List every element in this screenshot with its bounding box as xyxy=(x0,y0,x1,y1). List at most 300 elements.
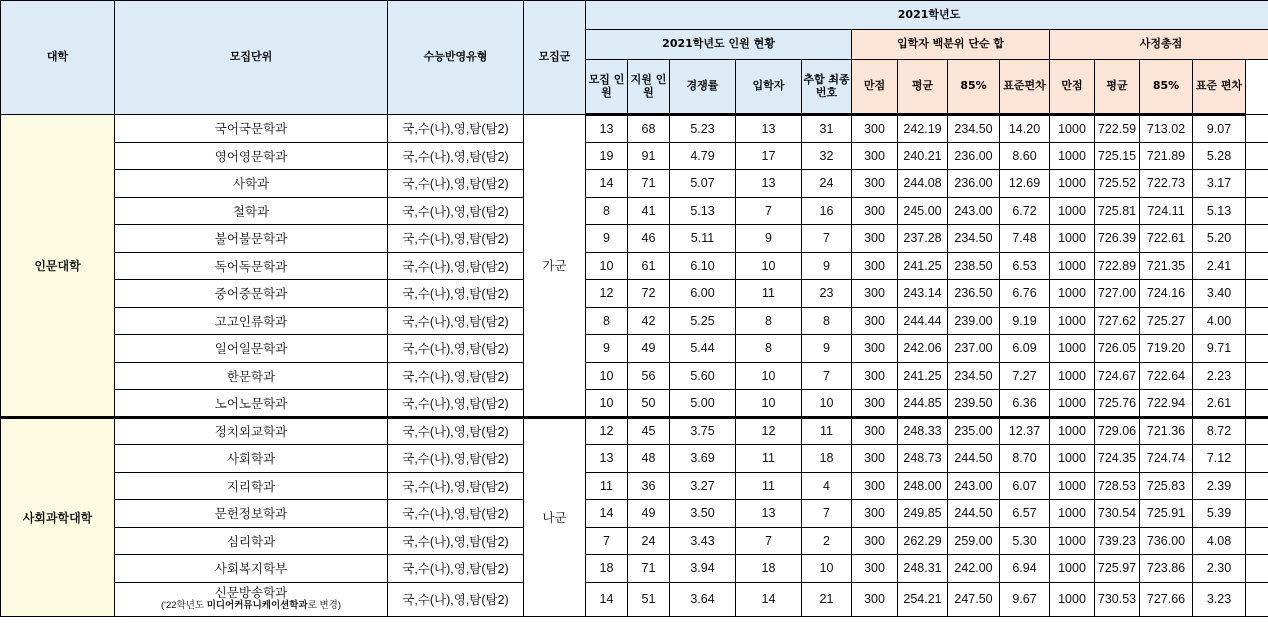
recruit-cell: 7 xyxy=(586,527,628,555)
85-percent-1-cell: 236.50 xyxy=(948,280,1000,308)
85-percent-2-cell: 722.61 xyxy=(1140,225,1193,253)
85-percent-1-cell: 237.00 xyxy=(948,335,1000,363)
average-2-cell: 722.59 xyxy=(1095,115,1140,143)
std-dev-1-cell: 6.94 xyxy=(1000,555,1050,583)
85-percent-2-cell: 722.94 xyxy=(1140,390,1193,418)
85-percent-2-cell: 725.27 xyxy=(1140,307,1193,335)
table-row xyxy=(1,527,1268,555)
85-percent-1-cell: 234.50 xyxy=(948,225,1000,253)
header-std-dev-1: 표준편차 xyxy=(1000,60,1050,115)
waitlist-cell: 10 xyxy=(802,555,852,583)
average-1-cell: 248.31 xyxy=(898,555,948,583)
empty-edge-cell xyxy=(1246,362,1268,390)
csat-type-cell: 국,수(나),영,탐(탐2) xyxy=(388,225,524,253)
average-2-cell: 724.67 xyxy=(1095,362,1140,390)
admitted-cell: 11 xyxy=(736,472,802,500)
full-score-1-cell: 300 xyxy=(852,197,898,225)
unit-note-prefix: ('22학년도 xyxy=(160,599,207,611)
full-score-2-cell: 1000 xyxy=(1050,500,1095,528)
average-1-cell: 241.25 xyxy=(898,362,948,390)
admitted-cell: 10 xyxy=(736,362,802,390)
full-score-1-cell: 300 xyxy=(852,362,898,390)
std-dev-2-cell: 9.71 xyxy=(1193,335,1246,363)
average-1-cell: 248.33 xyxy=(898,417,948,445)
applicants-cell: 46 xyxy=(628,225,670,253)
ratio-cell: 5.13 xyxy=(670,197,736,225)
recruit-cell: 18 xyxy=(586,555,628,583)
ratio-cell: 5.00 xyxy=(670,390,736,418)
csat-type-cell: 국,수(나),영,탐(탐2) xyxy=(388,362,524,390)
full-score-2-cell: 1000 xyxy=(1050,417,1095,445)
85-percent-2-cell: 721.35 xyxy=(1140,252,1193,280)
85-percent-1-cell: 239.00 xyxy=(948,307,1000,335)
unit-cell: 중어중문학과 xyxy=(115,280,388,308)
table-row xyxy=(1,225,1268,253)
average-2-cell: 727.00 xyxy=(1095,280,1140,308)
empty-edge-cell xyxy=(1246,582,1268,616)
std-dev-1-cell: 6.76 xyxy=(1000,280,1050,308)
unit-cell: 일어일문학과 xyxy=(115,335,388,363)
recruit-cell: 11 xyxy=(586,472,628,500)
average-1-cell: 248.00 xyxy=(898,472,948,500)
ratio-cell: 5.25 xyxy=(670,307,736,335)
full-score-2-cell: 1000 xyxy=(1050,362,1095,390)
empty-edge-cell xyxy=(1246,335,1268,363)
table-body xyxy=(1,115,1268,617)
std-dev-1-cell: 7.48 xyxy=(1000,225,1050,253)
std-dev-2-cell: 5.13 xyxy=(1193,197,1246,225)
average-2-cell: 725.76 xyxy=(1095,390,1140,418)
table-row xyxy=(1,445,1268,473)
unit-cell: 사회복지학부 xyxy=(115,555,388,583)
applicants-cell: 49 xyxy=(628,335,670,363)
full-score-1-cell: 300 xyxy=(852,445,898,473)
empty-edge-cell xyxy=(1246,445,1268,473)
csat-type-cell: 국,수(나),영,탐(탐2) xyxy=(388,280,524,308)
header-college: 대학 xyxy=(1,1,115,115)
waitlist-cell: 24 xyxy=(802,170,852,198)
85-percent-2-cell: 721.36 xyxy=(1140,417,1193,445)
admitted-cell: 11 xyxy=(736,445,802,473)
full-score-1-cell: 300 xyxy=(852,307,898,335)
full-score-2-cell: 1000 xyxy=(1050,527,1095,555)
std-dev-1-cell: 6.53 xyxy=(1000,252,1050,280)
full-score-2-cell: 1000 xyxy=(1050,445,1095,473)
ratio-cell: 5.60 xyxy=(670,362,736,390)
applicants-cell: 91 xyxy=(628,142,670,170)
empty-edge-cell xyxy=(1246,527,1268,555)
header-status-group: 2021학년도 인원 현황 xyxy=(586,30,852,60)
applicants-cell: 24 xyxy=(628,527,670,555)
header-score-group: 입학자 백분위 단순 합 xyxy=(852,30,1050,60)
85-percent-1-cell: 247.50 xyxy=(948,582,1000,616)
ratio-cell: 5.07 xyxy=(670,170,736,198)
85-percent-1-cell: 242.00 xyxy=(948,555,1000,583)
85-percent-1-cell: 259.00 xyxy=(948,527,1000,555)
recruit-cell: 12 xyxy=(586,417,628,445)
average-1-cell: 242.06 xyxy=(898,335,948,363)
table-row xyxy=(1,582,1268,616)
csat-type-cell: 국,수(나),영,탐(탐2) xyxy=(388,527,524,555)
waitlist-cell: 10 xyxy=(802,390,852,418)
empty-edge-cell xyxy=(1246,142,1268,170)
std-dev-2-cell: 9.07 xyxy=(1193,115,1246,143)
applicants-cell: 68 xyxy=(628,115,670,143)
admitted-cell: 17 xyxy=(736,142,802,170)
recruit-cell: 12 xyxy=(586,280,628,308)
admitted-cell: 7 xyxy=(736,527,802,555)
csat-type-cell: 국,수(나),영,탐(탐2) xyxy=(388,142,524,170)
admitted-cell: 13 xyxy=(736,500,802,528)
empty-edge-cell xyxy=(1246,197,1268,225)
applicants-cell: 45 xyxy=(628,417,670,445)
admitted-cell: 8 xyxy=(736,307,802,335)
average-2-cell: 728.53 xyxy=(1095,472,1140,500)
85-percent-2-cell: 725.83 xyxy=(1140,472,1193,500)
applicants-cell: 42 xyxy=(628,307,670,335)
unit-cell: 정치외교학과 xyxy=(115,417,388,445)
unit-cell: 고고인류학과 xyxy=(115,307,388,335)
admitted-cell: 14 xyxy=(736,582,802,616)
ratio-cell: 3.94 xyxy=(670,555,736,583)
ratio-cell: 6.00 xyxy=(670,280,736,308)
table-row xyxy=(1,500,1268,528)
average-1-cell: 242.19 xyxy=(898,115,948,143)
recruit-cell: 10 xyxy=(586,362,628,390)
full-score-2-cell: 1000 xyxy=(1050,555,1095,583)
std-dev-1-cell: 12.37 xyxy=(1000,417,1050,445)
empty-edge-cell xyxy=(1246,472,1268,500)
unit-note-suffix: 로 변경) xyxy=(307,599,341,611)
college-cell: 사회과학대학 xyxy=(1,417,115,616)
std-dev-2-cell: 4.08 xyxy=(1193,527,1246,555)
table-header xyxy=(1,1,1268,115)
std-dev-2-cell: 4.00 xyxy=(1193,307,1246,335)
full-score-2-cell: 1000 xyxy=(1050,280,1095,308)
average-1-cell: 244.08 xyxy=(898,170,948,198)
header-recruit: 모집 인원 xyxy=(586,60,628,115)
std-dev-1-cell: 6.09 xyxy=(1000,335,1050,363)
std-dev-1-cell: 6.36 xyxy=(1000,390,1050,418)
full-score-1-cell: 300 xyxy=(852,225,898,253)
85-percent-1-cell: 234.50 xyxy=(948,362,1000,390)
average-1-cell: 240.21 xyxy=(898,142,948,170)
average-1-cell: 262.29 xyxy=(898,527,948,555)
std-dev-2-cell: 3.17 xyxy=(1193,170,1246,198)
85-percent-2-cell: 722.64 xyxy=(1140,362,1193,390)
admitted-cell: 9 xyxy=(736,225,802,253)
empty-edge-cell xyxy=(1246,390,1268,418)
unit-note-new-name: 미디어커뮤니케이션학과 xyxy=(206,599,308,611)
recruit-cell: 10 xyxy=(586,252,628,280)
full-score-1-cell: 300 xyxy=(852,472,898,500)
85-percent-1-cell: 235.00 xyxy=(948,417,1000,445)
85-percent-1-cell: 244.50 xyxy=(948,500,1000,528)
85-percent-2-cell: 724.74 xyxy=(1140,445,1193,473)
full-score-1-cell: 300 xyxy=(852,500,898,528)
table-row xyxy=(1,390,1268,418)
unit-cell: 철학과 xyxy=(115,197,388,225)
average-2-cell: 739.23 xyxy=(1095,527,1140,555)
full-score-2-cell: 1000 xyxy=(1050,582,1095,616)
empty-edge-cell xyxy=(1246,115,1268,143)
average-2-cell: 727.62 xyxy=(1095,307,1140,335)
std-dev-1-cell: 8.60 xyxy=(1000,142,1050,170)
csat-type-cell: 국,수(나),영,탐(탐2) xyxy=(388,445,524,473)
waitlist-cell: 23 xyxy=(802,280,852,308)
empty-edge-cell xyxy=(1246,417,1268,445)
full-score-1-cell: 300 xyxy=(852,582,898,616)
85-percent-2-cell: 719.20 xyxy=(1140,335,1193,363)
85-percent-1-cell: 238.50 xyxy=(948,252,1000,280)
unit-cell xyxy=(115,582,388,616)
full-score-1-cell: 300 xyxy=(852,417,898,445)
header-std-dev-2: 표준 편차 xyxy=(1193,60,1246,115)
waitlist-cell: 7 xyxy=(802,500,852,528)
std-dev-2-cell: 2.61 xyxy=(1193,390,1246,418)
csat-type-cell: 국,수(나),영,탐(탐2) xyxy=(388,472,524,500)
applicants-cell: 71 xyxy=(628,555,670,583)
85-percent-2-cell: 736.00 xyxy=(1140,527,1193,555)
average-1-cell: 244.85 xyxy=(898,390,948,418)
average-1-cell: 241.25 xyxy=(898,252,948,280)
std-dev-2-cell: 5.28 xyxy=(1193,142,1246,170)
ratio-cell: 3.75 xyxy=(670,417,736,445)
table-row xyxy=(1,362,1268,390)
ratio-cell: 6.10 xyxy=(670,252,736,280)
std-dev-2-cell: 5.39 xyxy=(1193,500,1246,528)
table-row xyxy=(1,307,1268,335)
unit-cell: 지리학과 xyxy=(115,472,388,500)
unit-cell: 노어노문학과 xyxy=(115,390,388,418)
full-score-2-cell: 1000 xyxy=(1050,115,1095,143)
empty-edge-cell xyxy=(1246,307,1268,335)
full-score-2-cell: 1000 xyxy=(1050,335,1095,363)
full-score-1-cell: 300 xyxy=(852,142,898,170)
csat-type-cell: 국,수(나),영,탐(탐2) xyxy=(388,555,524,583)
85-percent-2-cell: 723.86 xyxy=(1140,555,1193,583)
ratio-cell: 3.27 xyxy=(670,472,736,500)
std-dev-1-cell: 6.72 xyxy=(1000,197,1050,225)
85-percent-1-cell: 236.00 xyxy=(948,170,1000,198)
csat-type-cell: 국,수(나),영,탐(탐2) xyxy=(388,197,524,225)
header-csat-type: 수능반영유형 xyxy=(388,1,524,115)
header-waitlist: 추합 최종 번호 xyxy=(802,60,852,115)
full-score-1-cell: 300 xyxy=(852,555,898,583)
empty-edge-cell xyxy=(1246,555,1268,583)
admitted-cell: 11 xyxy=(736,280,802,308)
std-dev-2-cell: 2.30 xyxy=(1193,555,1246,583)
recruit-cell: 14 xyxy=(586,582,628,616)
average-2-cell: 726.05 xyxy=(1095,335,1140,363)
average-2-cell: 725.15 xyxy=(1095,142,1140,170)
85-percent-2-cell: 721.89 xyxy=(1140,142,1193,170)
empty-edge-cell xyxy=(1246,225,1268,253)
header-admitted: 입학자 xyxy=(736,60,802,115)
unit-cell: 한문학과 xyxy=(115,362,388,390)
85-percent-2-cell: 724.11 xyxy=(1140,197,1193,225)
recruit-cell: 8 xyxy=(586,197,628,225)
std-dev-1-cell: 6.07 xyxy=(1000,472,1050,500)
full-score-2-cell: 1000 xyxy=(1050,170,1095,198)
applicants-cell: 41 xyxy=(628,197,670,225)
header-unit: 모집단위 xyxy=(115,1,388,115)
admitted-cell: 8 xyxy=(736,335,802,363)
applicants-cell: 48 xyxy=(628,445,670,473)
average-2-cell: 729.06 xyxy=(1095,417,1140,445)
unit-cell: 독어독문학과 xyxy=(115,252,388,280)
full-score-2-cell: 1000 xyxy=(1050,252,1095,280)
table-row xyxy=(1,417,1268,445)
header-ratio: 경쟁률 xyxy=(670,60,736,115)
admitted-cell: 7 xyxy=(736,197,802,225)
applicants-cell: 49 xyxy=(628,500,670,528)
table-row xyxy=(1,472,1268,500)
std-dev-2-cell: 2.23 xyxy=(1193,362,1246,390)
full-score-2-cell: 1000 xyxy=(1050,307,1095,335)
header-85-percent-2: 85% xyxy=(1140,60,1193,115)
table-row xyxy=(1,170,1268,198)
average-2-cell: 722.89 xyxy=(1095,252,1140,280)
average-1-cell: 237.28 xyxy=(898,225,948,253)
std-dev-1-cell: 5.30 xyxy=(1000,527,1050,555)
std-dev-2-cell: 3.40 xyxy=(1193,280,1246,308)
std-dev-1-cell: 8.70 xyxy=(1000,445,1050,473)
waitlist-cell: 11 xyxy=(802,417,852,445)
average-2-cell: 730.53 xyxy=(1095,582,1140,616)
admitted-cell: 18 xyxy=(736,555,802,583)
85-percent-2-cell: 725.91 xyxy=(1140,500,1193,528)
header-year: 2021학년도 xyxy=(586,1,1268,30)
85-percent-2-cell: 713.02 xyxy=(1140,115,1193,143)
ratio-cell: 5.11 xyxy=(670,225,736,253)
unit-cell: 불어불문학과 xyxy=(115,225,388,253)
empty-edge-cell xyxy=(1246,170,1268,198)
std-dev-2-cell: 2.41 xyxy=(1193,252,1246,280)
empty-edge-cell xyxy=(1246,252,1268,280)
recruit-cell: 13 xyxy=(586,445,628,473)
applicants-cell: 56 xyxy=(628,362,670,390)
average-2-cell: 724.35 xyxy=(1095,445,1140,473)
recruit-cell: 8 xyxy=(586,307,628,335)
csat-type-cell: 국,수(나),영,탐(탐2) xyxy=(388,307,524,335)
unit-cell: 사회학과 xyxy=(115,445,388,473)
full-score-2-cell: 1000 xyxy=(1050,390,1095,418)
85-percent-1-cell: 243.00 xyxy=(948,472,1000,500)
average-2-cell: 725.52 xyxy=(1095,170,1140,198)
std-dev-1-cell: 7.27 xyxy=(1000,362,1050,390)
std-dev-2-cell: 7.12 xyxy=(1193,445,1246,473)
admitted-cell: 10 xyxy=(736,390,802,418)
std-dev-2-cell: 8.72 xyxy=(1193,417,1246,445)
85-percent-2-cell: 724.16 xyxy=(1140,280,1193,308)
full-score-2-cell: 1000 xyxy=(1050,472,1095,500)
85-percent-1-cell: 239.50 xyxy=(948,390,1000,418)
table-row xyxy=(1,555,1268,583)
table-row xyxy=(1,115,1268,143)
85-percent-2-cell: 727.66 xyxy=(1140,582,1193,616)
unit-cell: 문헌정보학과 xyxy=(115,500,388,528)
average-1-cell: 243.14 xyxy=(898,280,948,308)
waitlist-cell: 31 xyxy=(802,115,852,143)
group-cell: 가군 xyxy=(524,115,586,418)
std-dev-1-cell: 9.19 xyxy=(1000,307,1050,335)
csat-type-cell: 국,수(나),영,탐(탐2) xyxy=(388,417,524,445)
waitlist-cell: 7 xyxy=(802,362,852,390)
average-1-cell: 245.00 xyxy=(898,197,948,225)
header-applicants: 지원 인원 xyxy=(628,60,670,115)
recruit-cell: 10 xyxy=(586,390,628,418)
recruit-cell: 14 xyxy=(586,170,628,198)
header-group: 모집군 xyxy=(524,1,586,115)
std-dev-1-cell: 14.20 xyxy=(1000,115,1050,143)
std-dev-1-cell: 12.69 xyxy=(1000,170,1050,198)
group-cell: 나군 xyxy=(524,417,586,616)
header-review-group: 사정총점 xyxy=(1050,30,1268,60)
recruit-cell: 9 xyxy=(586,225,628,253)
applicants-cell: 51 xyxy=(628,582,670,616)
admitted-cell: 10 xyxy=(736,252,802,280)
unit-name: 신문방송학과 xyxy=(214,585,288,600)
ratio-cell: 3.64 xyxy=(670,582,736,616)
admitted-cell: 13 xyxy=(736,115,802,143)
full-score-1-cell: 300 xyxy=(852,390,898,418)
unit-cell: 영어영문학과 xyxy=(115,142,388,170)
ratio-cell: 5.44 xyxy=(670,335,736,363)
waitlist-cell: 9 xyxy=(802,252,852,280)
average-1-cell: 249.85 xyxy=(898,500,948,528)
std-dev-2-cell: 2.39 xyxy=(1193,472,1246,500)
waitlist-cell: 32 xyxy=(802,142,852,170)
table-row xyxy=(1,197,1268,225)
85-percent-2-cell: 722.73 xyxy=(1140,170,1193,198)
full-score-1-cell: 300 xyxy=(852,115,898,143)
ratio-cell: 3.43 xyxy=(670,527,736,555)
waitlist-cell: 7 xyxy=(802,225,852,253)
full-score-2-cell: 1000 xyxy=(1050,225,1095,253)
csat-type-cell: 국,수(나),영,탐(탐2) xyxy=(388,500,524,528)
admitted-cell: 12 xyxy=(736,417,802,445)
full-score-1-cell: 300 xyxy=(852,527,898,555)
applicants-cell: 71 xyxy=(628,170,670,198)
header-85-percent-1: 85% xyxy=(948,60,1000,115)
std-dev-2-cell: 3.23 xyxy=(1193,582,1246,616)
85-percent-1-cell: 243.00 xyxy=(948,197,1000,225)
waitlist-cell: 4 xyxy=(802,472,852,500)
average-1-cell: 254.21 xyxy=(898,582,948,616)
csat-type-cell: 국,수(나),영,탐(탐2) xyxy=(388,115,524,143)
std-dev-2-cell: 5.20 xyxy=(1193,225,1246,253)
empty-edge-cell xyxy=(1246,500,1268,528)
applicants-cell: 50 xyxy=(628,390,670,418)
college-cell: 인문대학 xyxy=(1,115,115,418)
waitlist-cell: 21 xyxy=(802,582,852,616)
recruit-cell: 13 xyxy=(586,115,628,143)
ratio-cell: 3.69 xyxy=(670,445,736,473)
waitlist-cell: 8 xyxy=(802,307,852,335)
waitlist-cell: 9 xyxy=(802,335,852,363)
average-2-cell: 726.39 xyxy=(1095,225,1140,253)
full-score-1-cell: 300 xyxy=(852,335,898,363)
recruit-cell: 9 xyxy=(586,335,628,363)
admitted-cell: 13 xyxy=(736,170,802,198)
average-2-cell: 730.54 xyxy=(1095,500,1140,528)
waitlist-cell: 18 xyxy=(802,445,852,473)
applicants-cell: 72 xyxy=(628,280,670,308)
full-score-1-cell: 300 xyxy=(852,252,898,280)
full-score-2-cell: 1000 xyxy=(1050,142,1095,170)
header-full-score-1: 만점 xyxy=(852,60,898,115)
